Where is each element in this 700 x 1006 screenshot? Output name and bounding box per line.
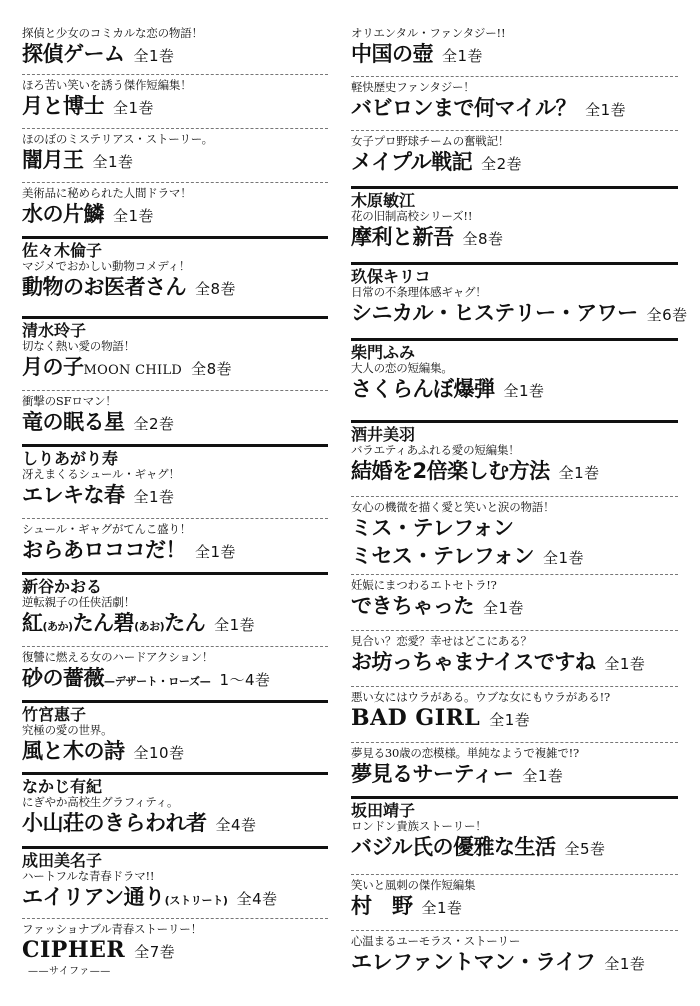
book-title: CIPHER <box>22 937 126 963</box>
title-reading: (あお) <box>134 620 165 633</box>
book-subtitle: (ストリート) <box>164 894 228 907</box>
title-entry <box>22 704 328 767</box>
title-entry <box>351 424 678 487</box>
volume-count: 全1巻 <box>113 207 155 225</box>
book-title: シニカル・ヒステリー・アワー <box>351 301 638 325</box>
volume-count: 全1巻 <box>195 543 237 561</box>
title-entry <box>22 520 328 566</box>
tagline: 復讐に燃える女のハードアクション！ <box>22 650 214 664</box>
volume-count: 全1巻 <box>503 382 545 400</box>
book-title: 砂の薔薇 <box>22 666 104 690</box>
volume-count: 全1巻 <box>604 655 646 673</box>
dashed-divider <box>351 76 678 77</box>
volume-count: 全1巻 <box>522 767 564 785</box>
volume-count: 全2巻 <box>133 415 175 433</box>
tagline: 冴えまくるシュール・ギャグ！ <box>22 467 180 481</box>
dashed-divider <box>351 874 678 875</box>
tagline: 衝撃のSFロマン！ <box>22 394 117 408</box>
tagline: 切なく熱い愛の物語！ <box>22 339 135 353</box>
tagline: 女心の機微を描く愛と笑いと涙の物語！ <box>351 500 555 514</box>
book-title: BAD GIRL <box>351 705 481 731</box>
volume-count: 全8巻 <box>191 360 233 378</box>
author-divider <box>351 186 678 189</box>
volume-count: 全1巻 <box>604 955 646 973</box>
book-title: 水の片鱗 <box>22 202 104 226</box>
tagline: 悪い女にはウラがある。ウブな女にもウラがある!? <box>351 690 610 704</box>
volume-count: 全4巻 <box>236 890 278 908</box>
dashed-divider <box>351 130 678 131</box>
title-entry <box>22 850 328 915</box>
title-entry <box>351 800 678 863</box>
tagline: 美術品に秘められた人間ドラマ！ <box>22 186 192 200</box>
author-name: 佐々木倫子 <box>22 241 103 260</box>
book-title-part: たん碧 <box>72 611 135 635</box>
book-title: 結婚を2倍楽しむ方法 <box>351 459 550 483</box>
dashed-divider <box>351 930 678 931</box>
tagline: 心温まるユーモラス・ストーリー <box>351 934 521 948</box>
tagline: 夢見る30歳の恋模様。単純なようで複雑で!? <box>351 746 580 760</box>
author-divider <box>351 338 678 341</box>
volume-count: 全8巻 <box>195 280 237 298</box>
author-name: なかじ有紀 <box>22 777 103 796</box>
author-divider <box>22 236 328 239</box>
book-title: 探偵ゲーム <box>22 42 125 66</box>
book-title-line2: ミセス・テレフォン <box>351 544 535 568</box>
volume-count: 全2巻 <box>481 155 523 173</box>
title-reading: ——サイファ—— <box>28 966 111 977</box>
title-entry <box>22 76 328 122</box>
tagline: 笑いと風刺の傑作短編集 <box>351 878 476 892</box>
title-entry <box>22 576 328 641</box>
title-entry <box>351 342 678 405</box>
title-entry <box>351 876 678 922</box>
volume-count: 全1巻 <box>133 488 175 506</box>
book-title: エイリアン通り <box>22 885 165 909</box>
author-name: 玖保キリコ <box>351 267 431 286</box>
book-title: 小山荘のきらわれ者 <box>22 811 207 835</box>
title-reading: (あか) <box>42 620 73 633</box>
volume-count: 全1巻 <box>92 153 134 171</box>
book-title: 月の子 <box>22 355 84 379</box>
title-entry <box>22 130 328 176</box>
tagline: ハートフルな青春ドラマ!! <box>22 869 155 883</box>
book-title: 竜の眠る星 <box>22 410 125 434</box>
title-entry <box>22 184 328 230</box>
book-title: エレキな春 <box>22 483 125 507</box>
book-title: ミス・テレフォン <box>351 516 514 540</box>
author-divider <box>351 796 678 799</box>
dashed-divider <box>22 128 328 129</box>
title-entry <box>351 266 688 329</box>
dashed-divider <box>22 390 328 391</box>
book-title: 摩利と新吾 <box>351 225 454 249</box>
title-entry <box>22 240 328 303</box>
tagline: 探偵と少女のコミカルな恋の物語！ <box>22 26 203 40</box>
title-entry <box>351 576 678 622</box>
title-entry <box>22 648 328 696</box>
tagline: ほのぼのミステリアス・ストーリー。 <box>22 132 213 146</box>
volume-count: 全1巻 <box>442 47 484 65</box>
volume-count: 全1巻 <box>489 711 531 729</box>
title-entry <box>351 744 678 790</box>
title-entry <box>351 498 678 572</box>
title-entry <box>22 24 328 70</box>
author-name: 木原敏江 <box>351 191 416 210</box>
dashed-divider <box>351 742 678 743</box>
author-divider <box>351 420 678 423</box>
volume-count: 全1巻 <box>543 549 585 567</box>
author-name: 清水玲子 <box>22 321 87 340</box>
tagline: シュール・ギャグがてんこ盛り！ <box>22 522 192 536</box>
title-entry <box>351 132 678 178</box>
tagline: マジメでおかしい動物コメディ！ <box>22 259 191 273</box>
tagline: 究極の愛の世界。 <box>22 723 113 737</box>
book-title: 闇月王 <box>22 148 84 172</box>
author-divider <box>22 444 328 447</box>
volume-count: 全1巻 <box>133 47 175 65</box>
dashed-divider <box>351 574 678 575</box>
tagline: 軽快歴史ファンタジー！ <box>351 80 475 94</box>
volume-count: 全8巻 <box>462 230 504 248</box>
author-name: 成田美名子 <box>22 851 103 870</box>
book-title-part: たん <box>164 611 206 635</box>
title-entry <box>22 320 328 385</box>
title-entry <box>22 448 328 511</box>
title-entry <box>351 688 678 734</box>
dashed-divider <box>22 646 328 647</box>
book-title: 中国の壺 <box>351 42 433 66</box>
title-entry <box>351 932 678 978</box>
volume-count: 全6巻 <box>646 306 688 324</box>
author-divider <box>351 262 678 265</box>
book-title: 紅 <box>22 611 43 635</box>
book-title: おらあロココだ！ <box>22 538 186 562</box>
book-title: エレファントマン・ライフ <box>351 950 596 974</box>
tagline: 逆転親子の任侠活劇！ <box>22 595 135 609</box>
tagline: 妊娠にまつわるエトセトラ!? <box>351 578 497 592</box>
author-divider <box>22 572 328 575</box>
book-title: 夢見るサーティー <box>351 762 514 786</box>
volume-count: 全1巻 <box>585 101 627 119</box>
title-entry <box>22 920 328 978</box>
author-name: 坂田靖子 <box>351 801 416 820</box>
title-entry <box>351 632 678 678</box>
tagline: 見合い？恋愛？幸せはどこにある？ <box>351 634 532 648</box>
tagline: バラエティあふれる愛の短編集！ <box>351 443 520 457</box>
volume-count: 全4巻 <box>215 816 257 834</box>
book-title: 風と木の詩 <box>22 739 125 763</box>
book-subtitle: MOON CHILD <box>83 363 183 378</box>
author-divider <box>22 772 328 775</box>
book-title: 村 野 <box>351 894 413 918</box>
tagline: ほろ苦い笑いを誘う傑作短編集！ <box>22 78 192 92</box>
author-name: しりあがり寿 <box>22 449 119 468</box>
volume-count: 全5巻 <box>564 840 606 858</box>
tagline: 女子プロ野球チームの奮戦記！ <box>351 134 510 148</box>
volume-count: 全10巻 <box>133 744 185 762</box>
volume-count: 全1巻 <box>214 616 256 634</box>
tagline: ロンドン貴族ストーリー！ <box>351 819 487 833</box>
volume-count: 全1巻 <box>113 99 155 117</box>
volume-count: 全7巻 <box>134 943 176 961</box>
tagline: オリエンタル・ファンタジー!! <box>351 26 506 40</box>
book-title: メイプル戦記 <box>351 150 473 174</box>
volume-count: 全1巻 <box>483 599 525 617</box>
volume-count: 1〜4巻 <box>219 671 271 689</box>
book-title: お坊っちゃまナイスですね <box>351 650 596 674</box>
author-name: 柴門ふみ <box>351 343 416 362</box>
dashed-divider <box>351 496 678 497</box>
title-entry <box>22 776 328 839</box>
dashed-divider <box>22 518 328 519</box>
dashed-divider <box>351 686 678 687</box>
book-title: 動物のお医者さん <box>22 275 186 299</box>
volume-count: 全1巻 <box>558 464 600 482</box>
book-title: さくらんぼ爆弾 <box>351 377 495 401</box>
tagline: にぎやか高校生グラフィティ。 <box>22 795 179 809</box>
title-entry <box>351 78 678 124</box>
author-divider <box>22 700 328 703</box>
tagline: ファッショナブル青春ストーリー！ <box>22 922 202 936</box>
book-title: 月と博士 <box>22 94 104 118</box>
title-entry <box>22 392 328 438</box>
dashed-divider <box>351 630 678 631</box>
author-name: 新谷かおる <box>22 577 103 596</box>
author-divider <box>22 846 328 849</box>
author-name: 酒井美羽 <box>351 425 416 444</box>
tagline: 日常の不条理体感ギャグ！ <box>351 285 487 299</box>
title-entry <box>351 190 678 253</box>
dashed-divider <box>22 918 328 919</box>
dashed-divider <box>22 182 328 183</box>
book-title: バジル氏の優雅な生活 <box>351 835 556 859</box>
author-divider <box>22 316 328 319</box>
title-entry <box>351 24 678 70</box>
dashed-divider <box>22 74 328 75</box>
book-title: バビロンまで何マイル？ <box>351 96 577 120</box>
volume-count: 全1巻 <box>421 899 463 917</box>
tagline: 花の旧制高校シリーズ!! <box>351 209 473 223</box>
book-title: できちゃった <box>351 594 474 618</box>
tagline: 大人の恋の短編集。 <box>351 361 453 375</box>
author-name: 竹宮惠子 <box>22 705 87 724</box>
book-subtitle: —デザート・ローズ— <box>104 675 211 688</box>
